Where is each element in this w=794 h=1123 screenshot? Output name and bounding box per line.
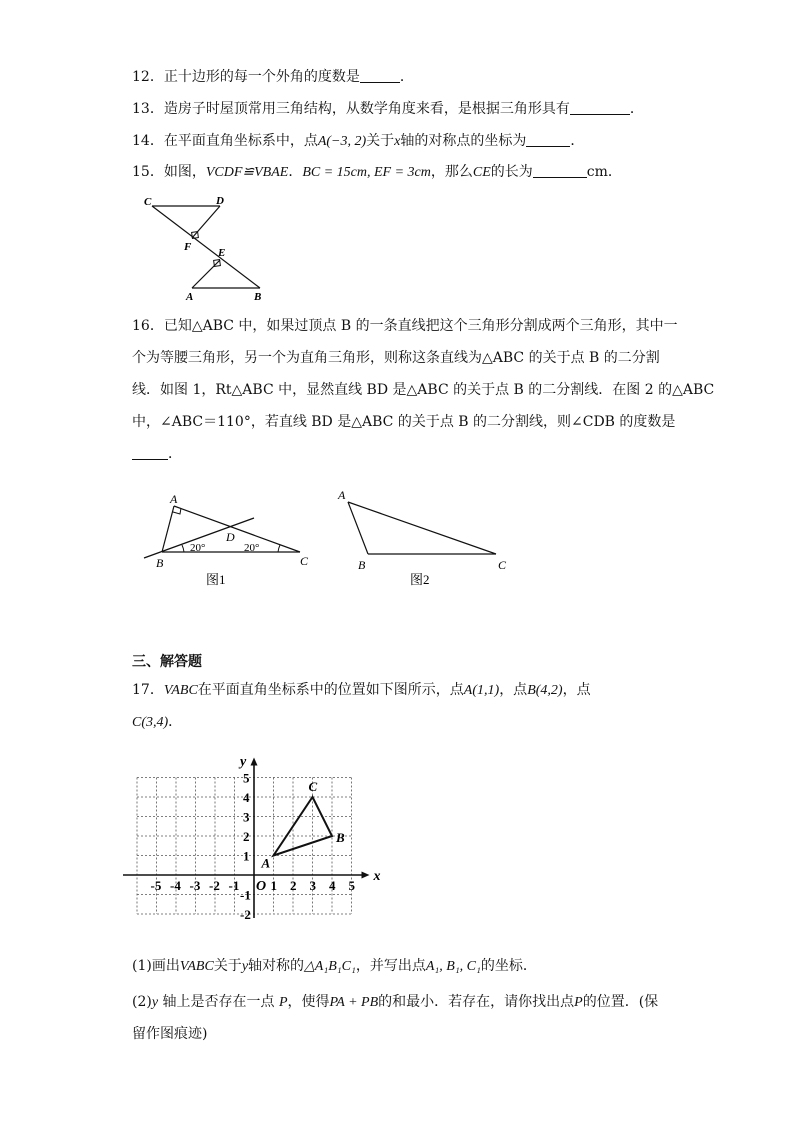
y-axis-arrow bbox=[251, 758, 258, 766]
figure-q15 bbox=[136, 190, 276, 302]
y-tick-label: -2 bbox=[240, 907, 251, 922]
question-15: 15．如图，VCDF≌VBAE．BC = 15cm, EF = 3cm，那么CE的长为 cm． bbox=[132, 164, 622, 180]
question-17-part-2-line-2: 留作图痕迹) bbox=[132, 1026, 208, 1042]
lengths-math: BC = 15cm, EF = 3cm bbox=[302, 165, 431, 180]
point-a-math: A(−3, 2) bbox=[317, 134, 367, 149]
question-16-line-2: 个为等腰三角形，另一个为直角三角形，则称这条直线为△ABC 的关于点 B 的二分割 bbox=[132, 350, 660, 366]
question-12: 12．正十边形的每一个外角的度数是 ． bbox=[132, 69, 414, 85]
question-13: 13．造房子时屋顶常用三角结构，从数学角度来看，是根据三角形具有 ． bbox=[132, 101, 644, 117]
y-tick-label: 2 bbox=[243, 829, 250, 844]
x-tick-label: 2 bbox=[290, 878, 297, 893]
fig1-label-b: B bbox=[156, 556, 164, 570]
answer-blank-15[interactable] bbox=[533, 163, 587, 178]
x-tick-label: -1 bbox=[228, 878, 240, 893]
question-16-line-1: 16．已知△ABC 中，如果过顶点 B 的一条直线把这个三角形分割成两个三角形，其中一 bbox=[132, 318, 678, 334]
y-tick-label: 1 bbox=[243, 848, 250, 864]
section-heading: 三、解答题 bbox=[132, 654, 202, 670]
coordinate-grid bbox=[134, 740, 394, 940]
fig1-label-a: A bbox=[170, 492, 178, 506]
y-axis-label: y bbox=[240, 754, 247, 770]
angle-label-2: 20° bbox=[244, 542, 260, 554]
fig2-label-b: B bbox=[358, 558, 366, 572]
y-tick-label: -1 bbox=[240, 887, 251, 903]
question-16-line-3: 线．如图 1，Rt△ABC 中，显然直线 BD 是△ABC 的关于点 B 的二分割线．在图 2 的△ABC bbox=[132, 382, 715, 398]
triangle-abc bbox=[274, 797, 333, 856]
question-17-line-2: C(3,4)． bbox=[132, 714, 183, 730]
figure-1 bbox=[140, 492, 320, 596]
x-tick-label: 3 bbox=[309, 878, 316, 893]
label-f: F bbox=[184, 241, 192, 253]
x-tick-label: -4 bbox=[170, 878, 181, 893]
fig1-label-c: C bbox=[300, 554, 309, 568]
x-axis-arrow bbox=[362, 872, 370, 879]
fig2-label-a: A bbox=[338, 488, 346, 502]
label-e: E bbox=[218, 247, 226, 259]
answer-blank-16[interactable] bbox=[132, 445, 168, 460]
fig1-label-d: D bbox=[226, 530, 235, 544]
answer-blank-13[interactable] bbox=[570, 100, 630, 115]
answer-blank-14[interactable] bbox=[526, 132, 570, 147]
point-label-b: B bbox=[336, 830, 345, 845]
x-tick-label: 5 bbox=[348, 878, 355, 893]
label-c: C bbox=[144, 196, 152, 208]
figure-2 bbox=[330, 484, 520, 596]
point-label-a: A bbox=[261, 855, 271, 871]
answer-blank-12[interactable] bbox=[360, 68, 400, 83]
point-label-c: C bbox=[308, 779, 318, 794]
figure-2-caption: 图2 bbox=[410, 572, 430, 587]
label-b: B bbox=[254, 291, 262, 303]
y-tick-label: 3 bbox=[243, 809, 250, 825]
y-tick-label: 4 bbox=[243, 790, 250, 805]
question-16-blank-line: ． bbox=[132, 444, 182, 464]
y-tick-label: 5 bbox=[243, 770, 250, 786]
fig2-label-c: C bbox=[498, 558, 507, 572]
x-tick-label: -3 bbox=[189, 878, 201, 893]
x-tick-label: 1 bbox=[270, 878, 277, 893]
x-tick-label: 4 bbox=[329, 878, 336, 893]
label-d: D bbox=[216, 195, 224, 207]
congruence-math: VCDF≌VBAE bbox=[205, 165, 289, 180]
origin-label: O bbox=[256, 879, 267, 894]
x-tick-label: -2 bbox=[209, 878, 220, 893]
question-17-line-1: 17．VABC在平面直角坐标系中的位置如下图所示，点A(1,1)，点B(4,2)，点 bbox=[132, 682, 591, 698]
figure-1-caption: 图1 bbox=[206, 572, 226, 587]
question-12-text: 12．正十边形的每一个外角的度数是 bbox=[132, 69, 360, 85]
x-axis-label: x bbox=[373, 869, 381, 884]
question-13-text: 13．造房子时屋顶常用三角结构，从数学角度来看，是根据三角形具有 bbox=[132, 101, 570, 117]
x-tick-label: -5 bbox=[150, 878, 162, 893]
question-14: 14．在平面直角坐标系中，点A(−3, 2)关于x轴的对称点的坐标为 ． bbox=[132, 133, 585, 149]
question-16-line-4: 中，∠ABC＝110°，若直线 BD 是△ABC 的关于点 B 的二分割线，则∠CDB 的度数是 bbox=[132, 414, 676, 430]
label-a: A bbox=[186, 291, 194, 303]
question-17-part-1: (1)画出VABC关于y轴对称的△A₁B₁C₁，并写出点A₁, B₁, C₁的坐标． bbox=[132, 958, 537, 974]
question-17-part-2: (2)y 轴上是否存在一点 P，使得PA + PB的和最小．若存在，请你找出点P的位置．(保 bbox=[132, 994, 659, 1010]
angle-label-1: 20° bbox=[190, 542, 206, 554]
